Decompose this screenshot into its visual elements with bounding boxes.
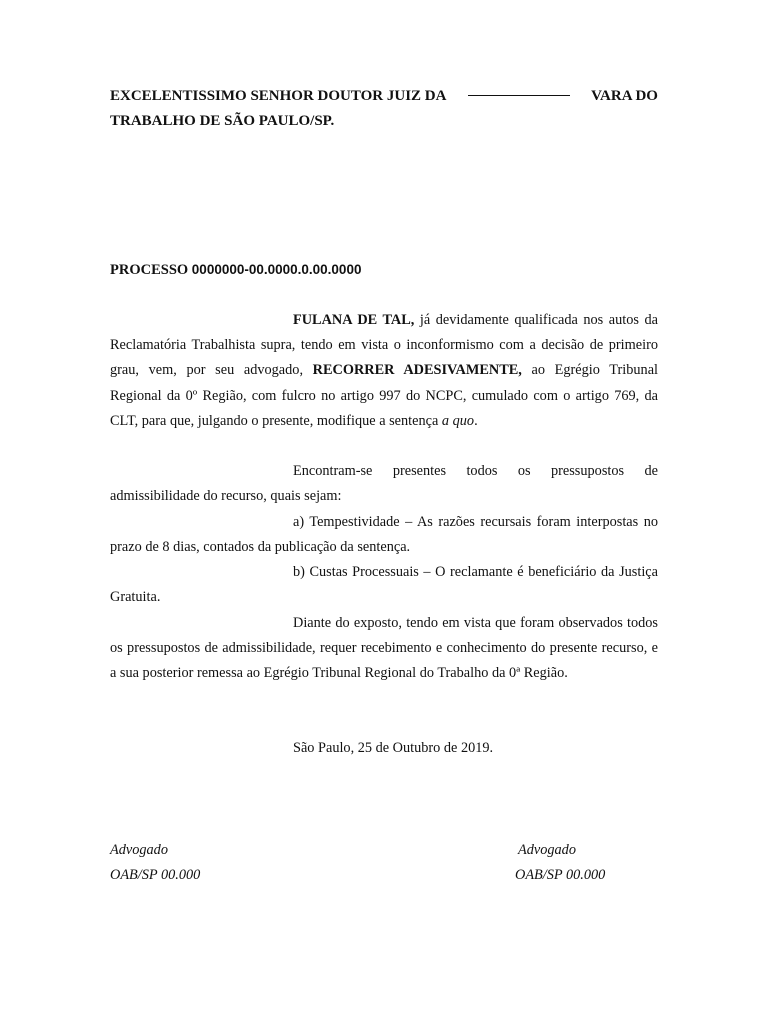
process-line — [110, 259, 658, 281]
paragraph-admissibility — [110, 459, 658, 509]
signature-role: Advogado — [518, 842, 576, 858]
appeal-action: RECORRER ADESIVAMENTE, — [312, 362, 522, 379]
addressee-line-2: TRABALHO DE SÃO PAULO/SP. — [110, 113, 335, 129]
admissibility-text: Encontram-se presentes todos os pressupostos de admissibilidade do recurso, quais sejam: — [110, 463, 658, 505]
signature-left — [110, 838, 200, 888]
paragraph-custas — [110, 560, 658, 610]
conclusion-text: Diante do exposto, tendo em vista que foram observados todos os pressupostos de admissibilidade, requer recebimento e conhecimento do presente recurso, e a sua posterior remessa ao Egrégio Tribunal Regional do Trabalho da 0ª Região. — [110, 615, 658, 682]
signature-oab: OAB/SP 00.000 — [110, 867, 201, 883]
addressee-line-1-left: EXCELENTISSIMO SENHOR DOUTOR JUIZ DA — [110, 88, 447, 104]
addressee-heading — [110, 84, 658, 134]
addressee-line-1-right: VARA DO — [591, 88, 658, 104]
date-line: São Paulo, 25 de Outubro de 2019. — [293, 740, 494, 756]
process-number: 0000000-00.0000.0.00.0000 — [191, 262, 362, 277]
party-name: FULANA DE TAL, — [293, 312, 415, 328]
process-label: PROCESSO — [110, 262, 189, 278]
court-number-blank — [468, 95, 570, 96]
signature-oab: OAB/SP 00.000 — [515, 867, 606, 883]
signature-role: Advogado — [110, 842, 168, 858]
paragraph-intro — [110, 308, 658, 434]
intro-text-a: já devidamente qualificada nos autos da Reclamatória Trabalhista supra, tendo em vista o inconformismo com a decisão de primeiro grau, vem, por seu advogado, — [110, 312, 658, 379]
paragraph-conclusion — [110, 611, 658, 687]
tempestividade-text: a) Tempestividade – As razões recursais foram interpostas no prazo de 8 dias, contados da publicação da sentença. — [110, 514, 658, 556]
signature-right — [515, 838, 605, 888]
intro-text-b: ao Egrégio Tribunal Regional da 0º Região, com fulcro no artigo 997 do NCPC, cumulado com o artigo 769, da CLT, para que, julgando o presente, modifique a sentença — [110, 362, 659, 429]
paragraph-tempestividade — [110, 510, 658, 560]
intro-end: . — [474, 412, 478, 429]
addressee-line-1 — [110, 84, 658, 109]
latin-term: a quo — [441, 412, 475, 429]
custas-text: b) Custas Processuais – O reclamante é beneficiário da Justiça Gratuita. — [110, 564, 658, 606]
